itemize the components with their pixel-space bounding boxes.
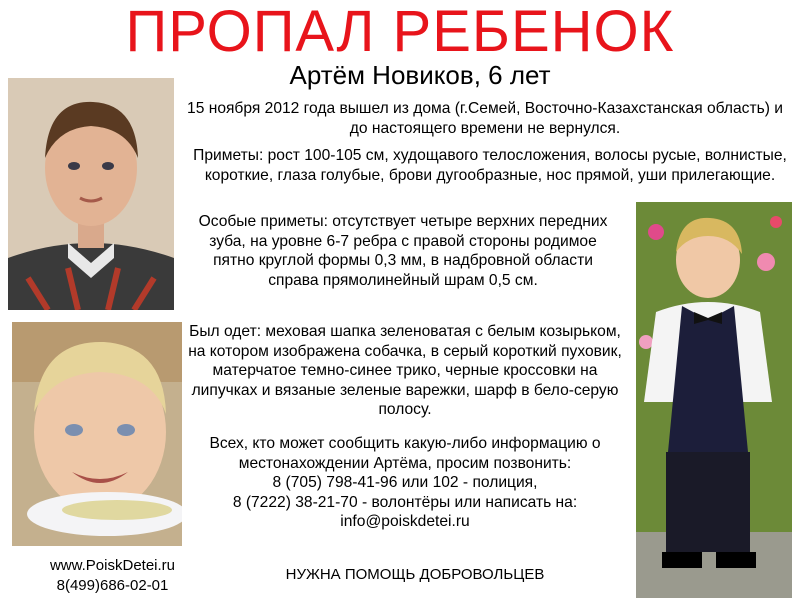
- disappearance-circumstances: 15 ноября 2012 года вышел из дома (г.Семей, Восточно-Казахстанская область) и до настоящего времени не вернулся.: [187, 100, 783, 137]
- child-photo-smiling: [12, 322, 182, 546]
- phone-volunteers[interactable]: 8 (7222) 38-21-70 - волонтёры или написать на:: [232, 493, 578, 511]
- contact-email[interactable]: info@poiskdetei.ru: [340, 513, 470, 530]
- contact-intro: Всех, кто может сообщить какую-либо информацию о местонахождении Артёма, просим позвонить:: [209, 435, 601, 472]
- footer-phone[interactable]: 8(499)686-02-01: [56, 577, 169, 594]
- footer-contacts: [20, 556, 205, 596]
- physical-features: Приметы: рост 100-105 см, худощавого телосложения, волосы русые, волнистые, короткие, глаза голубые, брови дугообразные, нос прямой, уши прилегающие.: [193, 147, 787, 184]
- volunteers-needed: НУЖНА ПОМОЩЬ ДОБРОВОЛЬЦЕВ: [285, 566, 545, 583]
- child-name: Артём Новиков, 6 лет: [289, 60, 551, 90]
- clothing-description: Был одет: меховая шапка зеленоватая с белым козырьком, на котором изображена собачка, в серый короткий пуховик, матерчатое темно-синее трико, черные кроссовки на липучках и вязаные зеленые варежки, шарф в бело-серую полосу.: [188, 323, 622, 418]
- website-link[interactable]: www.PoiskDetei.ru: [49, 557, 176, 574]
- contact-block: [180, 434, 630, 532]
- poster-title: ПРОПАЛ РЕБЕНОК: [125, 0, 675, 64]
- child-photo-portrait: [8, 78, 174, 310]
- special-features: Особые приметы: отсутствует четыре верхних передних зуба, на уровне 6-7 ребра с правой стороны родимое пятно круглой формы 0,3 мм, в надбровной области справа прямолинейный шрам 0,5 см.: [198, 213, 608, 289]
- child-photo-standing: [636, 202, 792, 598]
- phone-police[interactable]: 8 (705) 798-41-96 или 102 - полиция,: [272, 474, 538, 491]
